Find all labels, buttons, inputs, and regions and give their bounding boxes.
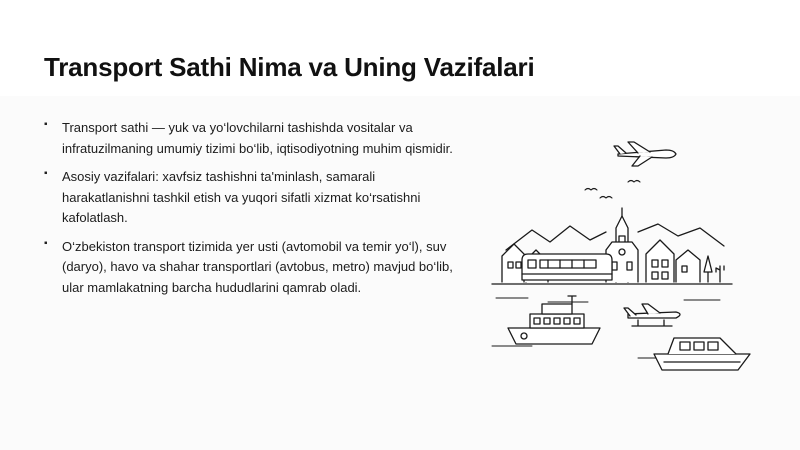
page-title: Transport Sathi Nima va Uning Vazifalari xyxy=(44,52,535,82)
bullet-list xyxy=(44,118,464,306)
airplane-icon xyxy=(614,142,676,166)
transport-illustration xyxy=(488,132,768,384)
bullet-text: Transport sathi — yuk va yo‘lovchilarni tashishda vositalar va infratuzilmaning umumiy tizimi bo‘lib, iqtisodiyotning muhim qismidir. xyxy=(62,120,453,156)
bullet-item xyxy=(44,237,464,299)
bullet-item xyxy=(44,167,464,229)
bullet-marker-icon: ▪ xyxy=(44,119,48,130)
birds-icon xyxy=(585,181,640,199)
seaplane-icon xyxy=(624,304,680,326)
train-icon xyxy=(522,254,612,280)
bullet-marker-icon: ▪ xyxy=(44,168,48,179)
bullet-text: Asosiy vazifalari: xavfsiz tashishni ta'minlash, samarali harakatlanishni tashkil etish va yuqori sifatli xizmat ko‘rsatishni kafolatlash. xyxy=(62,169,421,225)
bullet-text: O‘zbekiston transport tizimida yer usti (avtomobil va temir yo‘l), suv (daryo), havo va shahar transportlari (avtobus, metro) mavjud bo‘lib, ular mamlakatning barcha hududlarini qamrab oladi. xyxy=(62,238,453,295)
bullet-item xyxy=(44,118,464,159)
boat-icon xyxy=(654,338,750,370)
ship-icon xyxy=(508,296,600,344)
bullet-marker-icon: ▪ xyxy=(44,237,48,249)
